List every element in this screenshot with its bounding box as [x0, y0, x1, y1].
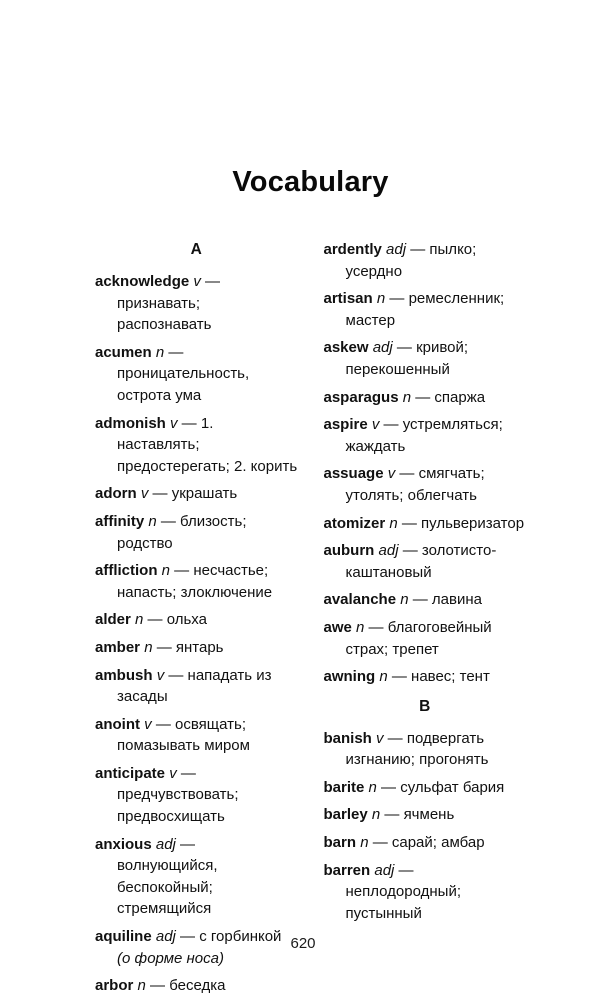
entry-word: artisan: [323, 290, 373, 308]
entry-word: affinity: [95, 512, 145, 530]
entry-pos: n: [389, 514, 398, 532]
entry-translation: неплодородный; пустынный: [345, 883, 461, 922]
page-number: 620: [290, 935, 316, 952]
entry-word: affliction: [95, 562, 158, 580]
column-left: [95, 239, 298, 1003]
dictionary-entry: anticipate v — предчувствовать; предвосхищать: [95, 764, 239, 826]
entry-word: acumen: [95, 343, 152, 361]
entry-translation: сульфат бария: [400, 778, 505, 796]
entry-word: amber: [95, 638, 141, 656]
entry-translation: пылко; усердно: [345, 241, 477, 280]
entry-pos: n: [400, 591, 409, 609]
entry-translation: 1. наставлять; предостерегать; 2. корить: [117, 414, 298, 475]
entry-word: auburn: [323, 542, 375, 560]
dictionary-entry: admonish v — 1. наставлять; предостерегать; 2. корить: [95, 414, 298, 475]
entry-translation: пульверизатор: [421, 514, 525, 532]
dictionary-columns: [95, 239, 526, 1003]
entry-pos: n: [402, 388, 412, 406]
entry-pos: v: [169, 764, 177, 782]
dictionary-entry: aspire v — устремляться; жаждать: [323, 416, 503, 455]
entry-pos: v: [387, 465, 396, 483]
column-right: [324, 239, 527, 930]
entry-pos: n: [144, 638, 153, 656]
entry-word: admonish: [95, 414, 166, 432]
entry-translation: признавать; распознавать: [117, 294, 212, 334]
dictionary-entry: awe n — благоговейный страх; трепет: [323, 618, 492, 658]
entry-pos: v: [140, 485, 149, 503]
section-letter: A: [190, 241, 202, 258]
entry-pos: n: [379, 668, 388, 686]
dictionary-entry: barren adj — неплодородный; пустынный: [323, 861, 461, 922]
entry-pos: n: [148, 512, 157, 530]
entry-pos: adj: [378, 542, 399, 560]
dictionary-entry: anxious adj — волнующийся, беспокойный; стремящийся: [95, 835, 218, 918]
entry-translation: освящать; помазывать миром: [117, 715, 250, 755]
dictionary-entry: avalanche n — лавина: [323, 591, 482, 609]
entry-pos: n: [135, 611, 144, 629]
entry-word: avalanche: [323, 591, 397, 609]
dictionary-entry: barite n — сульфат бария: [323, 778, 505, 796]
entry-translation: близость; родство: [117, 512, 247, 552]
entry-word: acknowledge: [95, 273, 190, 290]
dictionary-entry: affinity n — близость; родство: [95, 512, 247, 552]
entry-word: ardently: [323, 241, 382, 258]
entry-pos: adj: [155, 835, 176, 853]
entry-word: atomizer: [323, 514, 386, 532]
entry-translation: ремесленник; мастер: [345, 290, 505, 329]
dictionary-entry: auburn adj — золотисто-каштановый: [323, 542, 497, 581]
entry-word: adorn: [95, 485, 137, 503]
entry-pos: v: [144, 715, 152, 733]
entry-word: barren: [323, 861, 371, 879]
entry-word: alder: [95, 611, 131, 629]
dictionary-entry: acknowledge v — признавать; распознавать: [95, 273, 221, 334]
dictionary-entry: askew adj — кривой; перекошенный: [323, 339, 469, 378]
dictionary-entry: anoint v — освящать; помазывать миром: [95, 715, 250, 755]
dictionary-entry: adorn v — украшать: [95, 485, 238, 503]
entry-translation: спаржа: [434, 388, 486, 406]
entry-pos: n: [376, 290, 386, 308]
entry-pos: v: [170, 414, 178, 432]
entry-word: anxious: [95, 835, 152, 853]
dictionary-entry: asparagus n — спаржа: [323, 388, 486, 406]
dictionary-entry: arbor n — беседка: [95, 977, 226, 995]
entry-translation: сарай; амбар: [391, 834, 485, 852]
dictionary-entry: barley n — ячмень: [323, 806, 455, 824]
entry-word: aspire: [323, 416, 368, 434]
entry-word: awe: [323, 618, 352, 636]
entry-translation: кривой; перекошенный: [345, 339, 469, 378]
entry-translation: проницательность, острота ума: [117, 365, 250, 404]
dictionary-entry: amber n — янтарь: [95, 638, 224, 656]
entry-translation: благоговейный страх; трепет: [345, 618, 492, 658]
entry-word: assuage: [323, 465, 384, 483]
dictionary-entry: affliction n — несчастье; напасть; злоключение: [95, 562, 273, 601]
entry-pos: n: [137, 977, 146, 995]
dictionary-entry: aquiline adj — с горбинкой (о форме носа): [95, 928, 282, 967]
page-title: Vocabulary: [232, 166, 389, 198]
entry-word: ambush: [95, 666, 153, 684]
dictionary-entry: assuage v — смягчать; утолять; облегчать: [323, 465, 485, 504]
entry-translation: ячмень: [403, 806, 455, 824]
entry-pos: n: [360, 834, 369, 852]
dictionary-entry: alder n — ольха: [95, 611, 207, 629]
entry-pos: n: [161, 562, 171, 580]
entry-translation: украшать: [171, 485, 238, 503]
entry-translation: с горбинкой: [199, 928, 282, 946]
dictionary-entry: banish v — подвергать изгнанию; прогонять: [323, 729, 489, 769]
entry-pos: n: [356, 618, 365, 636]
entry-translation: золотисто-каштановый: [345, 542, 497, 581]
entry-translation: смягчать; утолять; облегчать: [345, 465, 485, 504]
entry-pos: n: [371, 806, 381, 824]
entry-pos: v: [376, 729, 384, 747]
dictionary-entry: atomizer n — пульверизатор: [323, 514, 525, 532]
entry-word: banish: [323, 729, 372, 747]
section-letter: B: [419, 697, 431, 715]
entry-pos: adj: [386, 241, 407, 258]
entry-pos: n: [368, 778, 377, 796]
entry-word: aquiline: [95, 928, 152, 946]
dictionary-entry: acumen n — проницательность, острота ума: [95, 343, 250, 404]
entry-pos: adj: [372, 339, 393, 357]
entry-translation: янтарь: [175, 638, 224, 656]
entry-word: anticipate: [95, 764, 166, 782]
entry-word: barite: [323, 778, 365, 796]
dictionary-entry: artisan n — ремесленник; мастер: [323, 290, 505, 329]
entry-translation: нападать из засады: [117, 666, 272, 706]
entry-translation: несчастье; напасть; злоключение: [117, 562, 273, 601]
entry-note: (о форме носа): [117, 949, 224, 967]
entry-word: asparagus: [323, 388, 399, 406]
entry-translation: устремляться; жаждать: [345, 416, 503, 455]
entry-word: barn: [323, 834, 357, 852]
entry-pos: v: [193, 273, 201, 290]
entry-translation: волнующийся, беспокойный; стремящийся: [117, 857, 218, 918]
dictionary-entry: ardently adj — пылко; усердно: [323, 241, 477, 280]
entry-word: awning: [323, 668, 376, 686]
dictionary-entry: awning n — навес; тент: [323, 668, 490, 686]
entry-word: barley: [323, 806, 368, 824]
entry-word: anoint: [95, 715, 140, 733]
entry-pos: adj: [155, 928, 176, 946]
entry-pos: v: [371, 416, 380, 434]
entry-translation: предчувствовать; предвосхищать: [117, 786, 239, 826]
entry-translation: навес; тент: [411, 668, 490, 686]
dictionary-entry: ambush v — нападать из засады: [95, 666, 272, 706]
entry-word: arbor: [95, 977, 134, 995]
entry-pos: n: [155, 343, 165, 361]
entry-translation: подвергать изгнанию; прогонять: [345, 729, 489, 769]
entry-translation: беседка: [169, 977, 226, 995]
entry-translation: лавина: [431, 591, 482, 609]
entry-translation: ольха: [166, 611, 207, 629]
dictionary-entry: barn n — сарай; амбар: [323, 834, 485, 852]
entry-pos: adj: [374, 861, 395, 879]
entry-pos: v: [156, 666, 165, 684]
entry-word: askew: [323, 339, 369, 357]
